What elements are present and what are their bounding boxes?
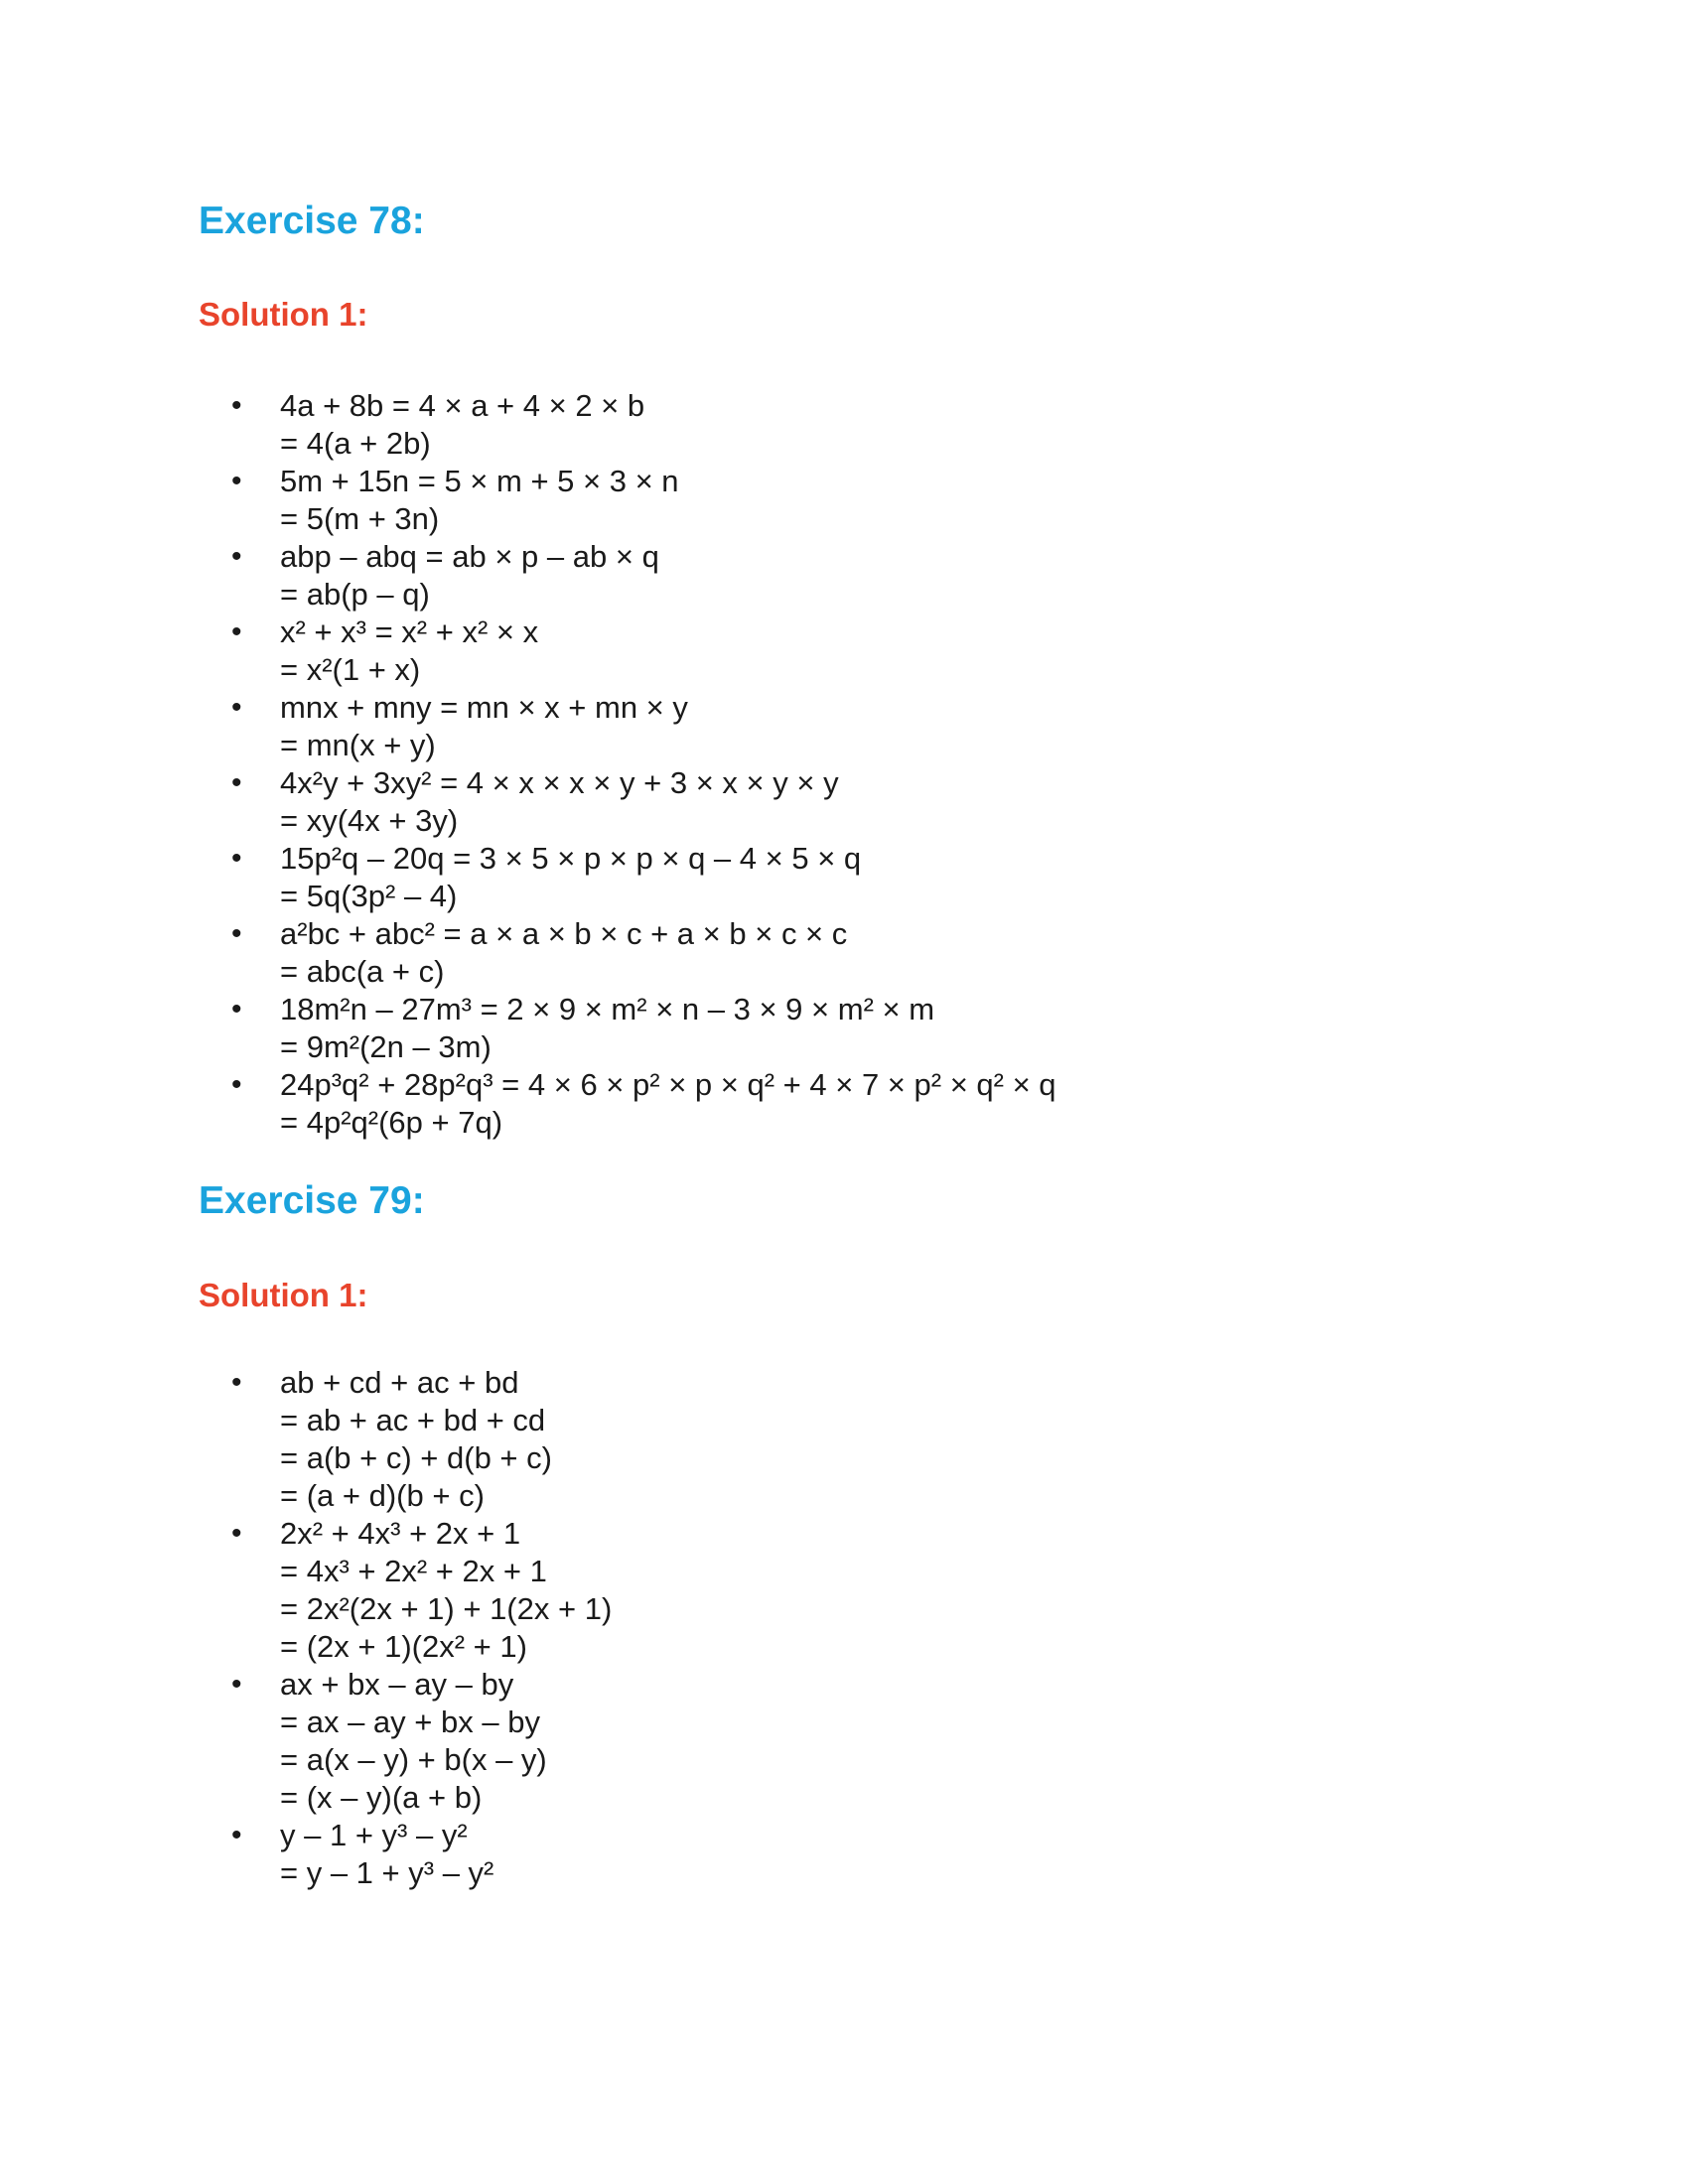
solution-item (0, 991, 1056, 1066)
expression-line: ab + cd + ac + bd (280, 1365, 519, 1400)
step-line: = 4(a + 2b) (280, 426, 431, 461)
bullet-icon: • (231, 1068, 242, 1101)
exercise-78-solution-1-heading: Solution 1: (199, 296, 368, 333)
step-line: = 4x³ + 2x² + 2x + 1 (280, 1554, 547, 1588)
bullet-icon: • (231, 389, 242, 422)
step-line: = (x – y)(a + b) (280, 1780, 483, 1815)
step-line: = x²(1 + x) (280, 652, 421, 687)
solution-item (0, 538, 1056, 614)
expression-line: 18m²n – 27m³ = 2 × 9 × m² × n – 3 × 9 × m² × m (280, 992, 935, 1026)
bullet-icon: • (231, 1668, 242, 1701)
bullet-icon: • (231, 1819, 242, 1851)
solution-item (0, 915, 1056, 991)
expression-line: x² + x³ = x² + x² × x (280, 614, 539, 649)
step-line: = ab + ac + bd + cd (280, 1403, 546, 1437)
expression-line: mnx + mny = mn × x + mn × y (280, 690, 688, 725)
step-line: = xy(4x + 3y) (280, 803, 459, 838)
expression-line: 4a + 8b = 4 × a + 4 × 2 × b (280, 388, 645, 423)
solution-item (0, 840, 1056, 915)
bullet-icon: • (231, 1366, 242, 1399)
step-line: = ax – ay + bx – by (280, 1705, 540, 1739)
bullet-icon: • (231, 766, 242, 799)
solution-item (0, 764, 1056, 840)
step-line: = ab(p – q) (280, 577, 430, 612)
exercise-78-solution-list (0, 387, 1056, 1142)
step-line: = 4p²q²(6p + 7q) (280, 1105, 503, 1140)
step-line: = a(x – y) + b(x – y) (280, 1742, 547, 1777)
expression-line: y – 1 + y³ – y² (280, 1818, 468, 1852)
expression-line: ax + bx – ay – by (280, 1667, 514, 1702)
solution-item (0, 1364, 612, 1515)
bullet-icon: • (231, 993, 242, 1025)
step-line: = abc(a + c) (280, 954, 445, 989)
exercise-79-solution-1-heading: Solution 1: (199, 1277, 368, 1313)
expression-line: 5m + 15n = 5 × m + 5 × 3 × n (280, 464, 679, 498)
step-line: = 2x²(2x + 1) + 1(2x + 1) (280, 1591, 613, 1626)
bullet-icon: • (231, 540, 242, 573)
solution-item (0, 1817, 612, 1892)
expression-line: 15p²q – 20q = 3 × 5 × p × p × q – 4 × 5 × q (280, 841, 862, 876)
solution-item (0, 689, 1056, 764)
step-line: = (2x + 1)(2x² + 1) (280, 1629, 527, 1664)
solution-item (0, 387, 1056, 463)
solution-item (0, 614, 1056, 689)
step-line: = (a + d)(b + c) (280, 1478, 485, 1513)
solution-item (0, 463, 1056, 538)
step-line: = a(b + c) + d(b + c) (280, 1440, 552, 1475)
expression-line: 4x²y + 3xy² = 4 × x × x × y + 3 × x × y × y (280, 765, 839, 800)
bullet-icon: • (231, 1517, 242, 1550)
step-line: = 5q(3p² – 4) (280, 879, 458, 913)
expression-line: abp – abq = ab × p – ab × q (280, 539, 659, 574)
bullet-icon: • (231, 615, 242, 648)
exercise-79-solution-list (0, 1364, 612, 1892)
solution-item (0, 1666, 612, 1817)
bullet-icon: • (231, 917, 242, 950)
step-line: = 9m²(2n – 3m) (280, 1029, 492, 1064)
step-line: = y – 1 + y³ – y² (280, 1855, 494, 1890)
step-line: = mn(x + y) (280, 728, 436, 762)
exercise-79-heading: Exercise 79: (199, 1179, 425, 1222)
expression-line: 24p³q² + 28p²q³ = 4 × 6 × p² × p × q² + 4 × 7 × p² × q² × q (280, 1067, 1056, 1102)
step-line: = 5(m + 3n) (280, 501, 440, 536)
bullet-icon: • (231, 842, 242, 875)
bullet-icon: • (231, 691, 242, 724)
solution-item (0, 1515, 612, 1666)
expression-line: a²bc + abc² = a × a × b × c + a × b × c × c (280, 916, 848, 951)
solution-item (0, 1066, 1056, 1142)
bullet-icon: • (231, 465, 242, 497)
exercise-78-heading: Exercise 78: (199, 200, 425, 242)
expression-line: 2x² + 4x³ + 2x + 1 (280, 1516, 521, 1551)
